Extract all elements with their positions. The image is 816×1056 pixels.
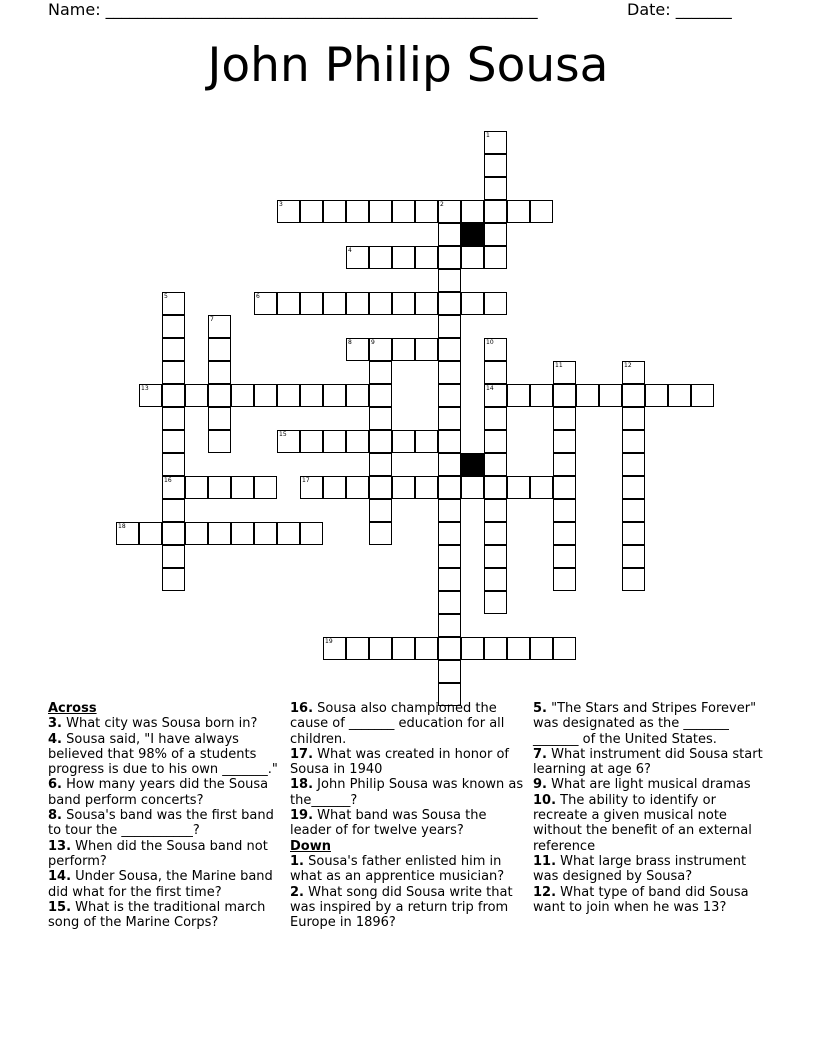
grid-square[interactable] bbox=[415, 430, 438, 453]
grid-square[interactable] bbox=[484, 292, 507, 315]
grid-square[interactable] bbox=[139, 384, 162, 407]
grid-square[interactable] bbox=[438, 338, 461, 361]
clue-item bbox=[48, 839, 280, 870]
grid-square[interactable] bbox=[668, 384, 691, 407]
grid-square[interactable] bbox=[162, 361, 185, 384]
clue-item bbox=[290, 808, 525, 839]
grid-square[interactable] bbox=[415, 200, 438, 223]
grid-square[interactable] bbox=[484, 591, 507, 614]
grid-square[interactable] bbox=[415, 338, 438, 361]
grid-square[interactable] bbox=[254, 476, 277, 499]
grid-square[interactable] bbox=[277, 430, 300, 453]
grid-square[interactable] bbox=[162, 522, 185, 545]
grid-square[interactable] bbox=[369, 430, 392, 453]
clue-item bbox=[290, 885, 525, 931]
grid-square[interactable] bbox=[553, 522, 576, 545]
clue-item bbox=[290, 777, 525, 808]
clue-number: 16 bbox=[164, 477, 172, 484]
clue-item-number: 19. bbox=[290, 808, 314, 824]
grid-square[interactable] bbox=[438, 269, 461, 292]
grid-square[interactable] bbox=[484, 476, 507, 499]
grid-square[interactable] bbox=[461, 476, 484, 499]
clue-item bbox=[533, 747, 773, 778]
grid-square[interactable] bbox=[553, 430, 576, 453]
grid-square[interactable] bbox=[507, 637, 530, 660]
grid-square[interactable] bbox=[208, 430, 231, 453]
clue-number: 1 bbox=[486, 132, 490, 139]
grid-square[interactable] bbox=[162, 568, 185, 591]
clue-item-text: What large brass instrument was designed by Sousa? bbox=[533, 853, 747, 885]
grid-square[interactable] bbox=[438, 660, 461, 683]
grid-square[interactable] bbox=[162, 338, 185, 361]
grid-square[interactable] bbox=[369, 246, 392, 269]
clue-number: 7 bbox=[210, 316, 214, 323]
down-clue-list-continued bbox=[533, 701, 773, 915]
grid-square[interactable] bbox=[553, 568, 576, 591]
clue-item bbox=[533, 793, 773, 854]
grid-square[interactable] bbox=[369, 361, 392, 384]
clue-item-number: 14. bbox=[48, 869, 72, 885]
grid-square[interactable] bbox=[346, 200, 369, 223]
grid-square[interactable] bbox=[438, 499, 461, 522]
grid-square[interactable] bbox=[530, 476, 553, 499]
grid-square[interactable] bbox=[369, 292, 392, 315]
grid-square[interactable] bbox=[116, 522, 139, 545]
clue-item-text: "The Stars and Stripes Forever" was designated as the _______ _______ of the United States. bbox=[533, 701, 757, 747]
clue-item-text: Under Sousa, the Marine band did what for the first time? bbox=[48, 869, 273, 900]
grid-square[interactable] bbox=[208, 407, 231, 430]
across-clue-list-continued bbox=[290, 701, 525, 839]
clue-number: 15 bbox=[279, 431, 287, 438]
clue-item bbox=[48, 869, 280, 900]
grid-square[interactable] bbox=[162, 430, 185, 453]
grid-square[interactable] bbox=[438, 430, 461, 453]
grid-square[interactable] bbox=[622, 407, 645, 430]
clue-item-text: What was created in honor of Sousa in 1940 bbox=[290, 746, 509, 778]
grid-square[interactable] bbox=[622, 430, 645, 453]
grid-square[interactable] bbox=[346, 476, 369, 499]
clue-number: 18 bbox=[118, 523, 126, 530]
grid-square[interactable] bbox=[323, 476, 346, 499]
grid-square[interactable] bbox=[392, 292, 415, 315]
grid-square[interactable] bbox=[346, 384, 369, 407]
grid-square[interactable] bbox=[323, 292, 346, 315]
clue-item-number: 11. bbox=[533, 853, 557, 869]
grid-square[interactable] bbox=[162, 384, 185, 407]
grid-square[interactable] bbox=[530, 384, 553, 407]
grid-square[interactable] bbox=[162, 476, 185, 499]
grid-square[interactable] bbox=[484, 568, 507, 591]
grid-square[interactable] bbox=[300, 522, 323, 545]
grid-square[interactable] bbox=[369, 637, 392, 660]
grid-square[interactable] bbox=[392, 338, 415, 361]
grid-square[interactable] bbox=[415, 637, 438, 660]
grid-square[interactable] bbox=[461, 292, 484, 315]
grid-square[interactable] bbox=[300, 292, 323, 315]
clue-item bbox=[533, 701, 773, 747]
black-square bbox=[461, 453, 484, 476]
clue-item-text: Sousa's band was the first band to tour the ___________? bbox=[48, 808, 274, 839]
grid-square[interactable] bbox=[507, 476, 530, 499]
grid-square[interactable] bbox=[415, 246, 438, 269]
clue-item-number: 13. bbox=[48, 838, 72, 854]
grid-square[interactable] bbox=[346, 637, 369, 660]
grid-square[interactable] bbox=[622, 545, 645, 568]
grid-square[interactable] bbox=[369, 200, 392, 223]
grid-square[interactable] bbox=[645, 384, 668, 407]
clue-item bbox=[48, 900, 280, 931]
grid-square[interactable] bbox=[484, 545, 507, 568]
clue-number: 4 bbox=[348, 247, 352, 254]
clue-item-number: 3. bbox=[48, 716, 62, 732]
grid-square[interactable] bbox=[415, 292, 438, 315]
grid-square[interactable] bbox=[438, 453, 461, 476]
clue-number: 5 bbox=[164, 293, 168, 300]
grid-square[interactable] bbox=[323, 200, 346, 223]
clue-number: 10 bbox=[486, 339, 494, 346]
grid-square[interactable] bbox=[369, 338, 392, 361]
grid-square[interactable] bbox=[231, 384, 254, 407]
clues-column-3 bbox=[533, 701, 773, 915]
clue-item-text: Sousa said, "I have always believed that 98% of a students progress is due to his own _______." bbox=[48, 731, 278, 778]
grid-square[interactable] bbox=[553, 407, 576, 430]
grid-square[interactable] bbox=[139, 522, 162, 545]
grid-square[interactable] bbox=[231, 522, 254, 545]
down-clue-list bbox=[290, 854, 525, 930]
grid-square[interactable] bbox=[484, 154, 507, 177]
clue-item-number: 10. bbox=[533, 792, 557, 808]
clue-number: 2 bbox=[440, 201, 444, 208]
grid-square[interactable] bbox=[300, 384, 323, 407]
grid-square[interactable] bbox=[162, 407, 185, 430]
grid-square[interactable] bbox=[208, 522, 231, 545]
grid-square[interactable] bbox=[392, 476, 415, 499]
grid-square[interactable] bbox=[254, 292, 277, 315]
grid-square[interactable] bbox=[346, 338, 369, 361]
across-clue-list bbox=[48, 716, 280, 930]
clue-item-text: The ability to identify or recreate a given musical note without the benefit of an external reference bbox=[533, 792, 752, 854]
grid-square[interactable] bbox=[438, 591, 461, 614]
grid-square[interactable] bbox=[438, 637, 461, 660]
grid-square[interactable] bbox=[461, 246, 484, 269]
grid-square[interactable] bbox=[346, 246, 369, 269]
grid-square[interactable] bbox=[484, 131, 507, 154]
clue-number: 6 bbox=[256, 293, 260, 300]
grid-square[interactable] bbox=[484, 361, 507, 384]
grid-square[interactable] bbox=[438, 568, 461, 591]
clue-item-number: 9. bbox=[533, 777, 547, 793]
grid-square[interactable] bbox=[231, 476, 254, 499]
clue-number: 12 bbox=[624, 362, 632, 369]
grid-square[interactable] bbox=[438, 407, 461, 430]
down-heading: Down bbox=[290, 838, 331, 854]
clue-item-number: 4. bbox=[48, 731, 62, 747]
grid-square[interactable] bbox=[162, 292, 185, 315]
grid-square[interactable] bbox=[438, 315, 461, 338]
grid-square[interactable] bbox=[300, 200, 323, 223]
clue-item bbox=[533, 777, 773, 792]
across-heading: Across bbox=[48, 701, 97, 716]
grid-square[interactable] bbox=[438, 361, 461, 384]
grid-square[interactable] bbox=[461, 637, 484, 660]
clue-item-text: What instrument did Sousa start learning at age 6? bbox=[533, 746, 763, 778]
clue-item-text: What type of band did Sousa want to join when he was 13? bbox=[533, 884, 749, 915]
grid-square[interactable] bbox=[277, 292, 300, 315]
grid-square[interactable] bbox=[162, 545, 185, 568]
grid-square[interactable] bbox=[484, 522, 507, 545]
clue-item-text: John Philip Sousa was known as the______? bbox=[290, 777, 524, 808]
clue-number: 13 bbox=[141, 385, 149, 392]
name-field-label: Name: ______________________________________________________ bbox=[48, 0, 538, 19]
clue-item-text: Sousa's father enlisted him in what as an apprentice musician? bbox=[290, 853, 505, 885]
clue-item-text: What city was Sousa born in? bbox=[66, 716, 258, 732]
clue-item-text: What band was Sousa the leader of for twelve years? bbox=[290, 808, 487, 839]
clue-item-number: 7. bbox=[533, 746, 547, 762]
grid-square[interactable] bbox=[323, 384, 346, 407]
clue-item bbox=[533, 885, 773, 916]
clue-item-number: 2. bbox=[290, 884, 304, 900]
grid-square[interactable] bbox=[208, 338, 231, 361]
grid-square[interactable] bbox=[691, 384, 714, 407]
clue-item-text: What song did Sousa write that was inspired by a return trip from Europe in 1896? bbox=[290, 884, 513, 931]
grid-square[interactable] bbox=[553, 361, 576, 384]
grid-square[interactable] bbox=[392, 200, 415, 223]
grid-square[interactable] bbox=[484, 200, 507, 223]
clue-item-number: 17. bbox=[290, 746, 314, 762]
grid-square[interactable] bbox=[162, 315, 185, 338]
grid-square[interactable] bbox=[415, 476, 438, 499]
clue-item-number: 18. bbox=[290, 777, 314, 793]
grid-square[interactable] bbox=[277, 384, 300, 407]
grid-square[interactable] bbox=[599, 384, 622, 407]
date-field-label: Date: _______ bbox=[627, 0, 732, 19]
clue-number: 19 bbox=[325, 638, 333, 645]
grid-square[interactable] bbox=[369, 476, 392, 499]
grid-square[interactable] bbox=[369, 407, 392, 430]
grid-square[interactable] bbox=[484, 499, 507, 522]
grid-square[interactable] bbox=[622, 384, 645, 407]
grid-square[interactable] bbox=[438, 384, 461, 407]
grid-square[interactable] bbox=[277, 522, 300, 545]
grid-square[interactable] bbox=[438, 545, 461, 568]
clue-number: 3 bbox=[279, 201, 283, 208]
clue-number: 9 bbox=[371, 339, 375, 346]
grid-square[interactable] bbox=[553, 637, 576, 660]
grid-square[interactable] bbox=[507, 200, 530, 223]
black-square bbox=[461, 223, 484, 246]
clue-item bbox=[533, 854, 773, 885]
page-title: John Philip Sousa bbox=[207, 38, 609, 93]
grid-square[interactable] bbox=[185, 522, 208, 545]
grid-square[interactable] bbox=[438, 200, 461, 223]
clue-item-text: Sousa also championed the cause of _______ education for all children. bbox=[290, 701, 505, 747]
grid-square[interactable] bbox=[438, 223, 461, 246]
clue-item-number: 5. bbox=[533, 701, 547, 716]
clue-item bbox=[290, 701, 525, 747]
grid-square[interactable] bbox=[346, 292, 369, 315]
grid-square[interactable] bbox=[484, 223, 507, 246]
grid-square[interactable] bbox=[323, 637, 346, 660]
grid-square[interactable] bbox=[507, 384, 530, 407]
clue-item bbox=[48, 808, 280, 839]
grid-square[interactable] bbox=[323, 430, 346, 453]
grid-square[interactable] bbox=[208, 384, 231, 407]
grid-square[interactable] bbox=[208, 361, 231, 384]
grid-square[interactable] bbox=[622, 361, 645, 384]
grid-square[interactable] bbox=[622, 499, 645, 522]
grid-square[interactable] bbox=[484, 637, 507, 660]
clues-column-1 bbox=[48, 701, 280, 930]
clue-number: 17 bbox=[302, 477, 310, 484]
grid-square[interactable] bbox=[162, 499, 185, 522]
clue-item bbox=[290, 747, 525, 778]
grid-square[interactable] bbox=[553, 453, 576, 476]
grid-square[interactable] bbox=[461, 200, 484, 223]
grid-square[interactable] bbox=[484, 338, 507, 361]
grid-square[interactable] bbox=[438, 292, 461, 315]
grid-square[interactable] bbox=[346, 430, 369, 453]
clue-item bbox=[290, 854, 525, 885]
grid-square[interactable] bbox=[622, 476, 645, 499]
grid-square[interactable] bbox=[438, 476, 461, 499]
grid-square[interactable] bbox=[484, 246, 507, 269]
grid-square[interactable] bbox=[622, 568, 645, 591]
grid-square[interactable] bbox=[369, 499, 392, 522]
clue-item bbox=[48, 732, 280, 778]
clue-item-number: 15. bbox=[48, 899, 72, 915]
clue-item-text: What is the traditional march song of the Marine Corps? bbox=[48, 899, 266, 931]
grid-square[interactable] bbox=[208, 315, 231, 338]
grid-square[interactable] bbox=[553, 545, 576, 568]
clue-item-text: How many years did the Sousa band perform concerts? bbox=[48, 777, 269, 808]
clue-item bbox=[48, 716, 280, 731]
grid-square[interactable] bbox=[530, 200, 553, 223]
clue-item-number: 8. bbox=[48, 808, 62, 824]
clue-item-number: 12. bbox=[533, 884, 557, 900]
clue-item-number: 16. bbox=[290, 701, 314, 716]
clue-number: 11 bbox=[555, 362, 563, 369]
clue-item bbox=[48, 777, 280, 808]
grid-square[interactable] bbox=[254, 384, 277, 407]
grid-square[interactable] bbox=[254, 522, 277, 545]
grid-square[interactable] bbox=[208, 476, 231, 499]
grid-square[interactable] bbox=[185, 384, 208, 407]
grid-square[interactable] bbox=[300, 430, 323, 453]
clue-number: 14 bbox=[486, 385, 494, 392]
grid-square[interactable] bbox=[392, 430, 415, 453]
grid-square[interactable] bbox=[622, 453, 645, 476]
clue-number: 8 bbox=[348, 339, 352, 346]
grid-square[interactable] bbox=[300, 476, 323, 499]
clue-item-number: 1. bbox=[290, 853, 304, 869]
grid-square[interactable] bbox=[622, 522, 645, 545]
grid-square[interactable] bbox=[553, 499, 576, 522]
clue-item-text: What are light musical dramas bbox=[551, 777, 751, 793]
grid-square[interactable] bbox=[530, 637, 553, 660]
grid-square[interactable] bbox=[576, 384, 599, 407]
grid-square[interactable] bbox=[185, 476, 208, 499]
clues-column-2 bbox=[290, 701, 525, 930]
grid-square[interactable] bbox=[392, 637, 415, 660]
grid-square[interactable] bbox=[553, 476, 576, 499]
grid-square[interactable] bbox=[369, 384, 392, 407]
grid-square[interactable] bbox=[484, 453, 507, 476]
grid-square[interactable] bbox=[369, 453, 392, 476]
grid-square[interactable] bbox=[392, 246, 415, 269]
clue-item-number: 6. bbox=[48, 777, 62, 793]
grid-square[interactable] bbox=[553, 384, 576, 407]
grid-square[interactable] bbox=[484, 177, 507, 200]
grid-square[interactable] bbox=[484, 407, 507, 430]
grid-square[interactable] bbox=[438, 246, 461, 269]
grid-square[interactable] bbox=[484, 384, 507, 407]
clue-item-text: When did the Sousa band not perform? bbox=[48, 838, 268, 869]
grid-square[interactable] bbox=[438, 522, 461, 545]
grid-square[interactable] bbox=[277, 200, 300, 223]
grid-square[interactable] bbox=[369, 522, 392, 545]
grid-square[interactable] bbox=[162, 453, 185, 476]
grid-square[interactable] bbox=[484, 430, 507, 453]
grid-square[interactable] bbox=[438, 614, 461, 637]
